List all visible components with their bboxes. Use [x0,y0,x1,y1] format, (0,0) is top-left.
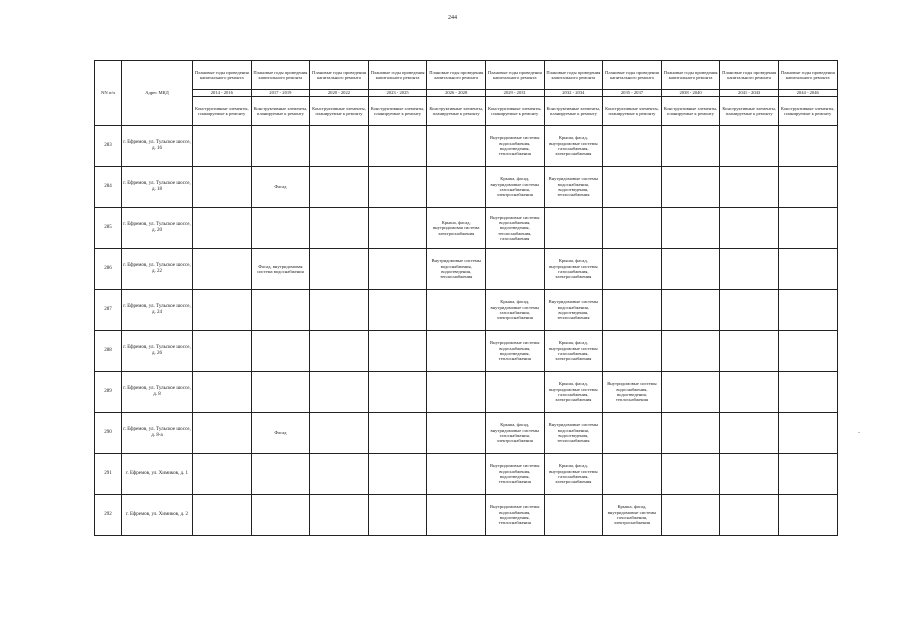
repair-schedule-table [94,60,838,536]
repair-cell [427,167,486,208]
repair-cell [310,208,369,249]
repair-cell [603,413,662,454]
row-number: 292 [95,495,122,536]
table-row [95,331,838,372]
table-row [95,290,838,331]
repair-cell [778,126,837,167]
repair-cell [603,454,662,495]
repair-cell: Фасад, внутридомовая система водоснабжения [251,249,310,290]
repair-cell [193,454,252,495]
repair-cell [427,454,486,495]
repair-cell [368,290,427,331]
repair-cell [251,495,310,536]
repair-cell [427,290,486,331]
header-planned-years: Плановые годы проведения капитального ремонта [310,61,369,90]
header-period: 2017 - 2019 [251,90,310,97]
repair-cell [778,454,837,495]
margin-mark: - [858,430,860,436]
table-row [95,372,838,413]
header-planned-years: Плановые годы проведения капитального ремонта [251,61,310,90]
repair-cell [427,331,486,372]
repair-cell: Крыша, фасад, внутридомовые системы газоснабжения, электроснабжения [544,331,603,372]
row-number: 285 [95,208,122,249]
repair-cell [603,331,662,372]
row-number: 286 [95,249,122,290]
repair-cell [720,331,779,372]
repair-cell [485,372,544,413]
table-row [95,454,838,495]
repair-cell [661,331,720,372]
repair-cell [310,413,369,454]
header-number: NN п/п [95,61,122,126]
row-address: г. Ефремов, ул. Тульское шоссе, д. 8-а [122,413,193,454]
repair-cell [661,454,720,495]
repair-cell [720,495,779,536]
repair-cell [720,208,779,249]
repair-cell: Внутридомовые системы водоснабжения, водоотведения, теплоснабжения [485,331,544,372]
header-elements: Конструктивные элементы, планируемые к ремонту [427,97,486,126]
repair-cell [661,208,720,249]
row-address: г. Ефремов, ул. Тульское шоссе, д. 26 [122,331,193,372]
repair-cell [720,126,779,167]
repair-cell: Крыша, фасад, внутридомовые системы газоснабжения, электроснабжения [485,413,544,454]
repair-cell [720,249,779,290]
header-planned-years: Плановые годы проведения капитального ремонта [485,61,544,90]
row-number: 284 [95,167,122,208]
header-period: 2038 - 2040 [661,90,720,97]
repair-cell [193,126,252,167]
repair-cell [310,249,369,290]
header-planned-years: Плановые годы проведения капитального ремонта [603,61,662,90]
repair-cell: Фасад [251,413,310,454]
repair-cell: Внутридомовые системы водоснабжения, водоотведения, теплоснабжения [427,249,486,290]
header-period: 2032 - 2034 [544,90,603,97]
repair-cell: Внутридомовые системы водоснабжения, водоотведения, теплоснабжения [485,126,544,167]
row-address: г. Ефремов, ул. Тульское шоссе, д. 24 [122,290,193,331]
header-planned-years: Плановые годы проведения капитального ремонта [368,61,427,90]
header-elements: Конструктивные элементы, планируемые к ремонту [544,97,603,126]
repair-cell [603,167,662,208]
row-number: 283 [95,126,122,167]
repair-cell: Крыша, фасад, внутридомовые системы газоснабжения, электроснабжения [603,495,662,536]
repair-cell: Крыша, фасад, внутридомовые системы газоснабжения, электроснабжения [544,249,603,290]
repair-cell: Крыша, фасад, внутридомовые системы газоснабжения, электроснабжения [485,167,544,208]
repair-cell: Внутридомовые системы водоснабжения, водоотведения, теплоснабжения [544,167,603,208]
repair-cell [368,413,427,454]
repair-cell [193,331,252,372]
repair-cell [368,126,427,167]
repair-cell [251,126,310,167]
repair-cell [310,495,369,536]
header-planned-years: Плановые годы проведения капитального ремонта [427,61,486,90]
repair-cell: Крыша, фасад, внутридомовые системы газоснабжения, электроснабжения [544,372,603,413]
repair-cell [661,290,720,331]
header-period: 2044 - 2046 [778,90,837,97]
repair-cell [427,372,486,413]
repair-cell [427,413,486,454]
repair-cell [193,208,252,249]
header-period: 2035 - 2037 [603,90,662,97]
repair-cell: Внутридомовые системы водоснабжения, водоотведения, теплоснабжения [603,372,662,413]
repair-cell [193,290,252,331]
repair-cell [603,249,662,290]
repair-cell [193,167,252,208]
repair-cell: Внутридомовые системы водоснабжения, водоотведения, теплоснабжения [544,290,603,331]
repair-cell [720,167,779,208]
repair-cell [661,495,720,536]
repair-cell [310,290,369,331]
header-elements: Конструктивные элементы, планируемые к ремонту [251,97,310,126]
repair-cell [778,413,837,454]
header-planned-years: Плановые годы проведения капитального ремонта [778,61,837,90]
repair-cell [778,331,837,372]
repair-cell [661,126,720,167]
repair-cell: Внутридомовые системы водоснабжения, водоотведения, теплоснабжения, газоснабжения [485,208,544,249]
repair-cell [778,495,837,536]
repair-cell [310,167,369,208]
repair-cell [661,413,720,454]
repair-cell [193,249,252,290]
repair-cell [368,167,427,208]
repair-cell [251,331,310,372]
header-period: 2014 - 2016 [193,90,252,97]
repair-cell [427,126,486,167]
repair-cell [193,372,252,413]
repair-cell [368,249,427,290]
header-period: 2026 - 2028 [427,90,486,97]
repair-cell [661,249,720,290]
repair-cell [720,372,779,413]
repair-cell: Крыша, фасад, внутридомовые системы газоснабжения, электроснабжения [544,454,603,495]
header-period: 2041 - 2043 [720,90,779,97]
repair-cell [778,167,837,208]
repair-cell [193,495,252,536]
repair-cell: Внутридомовые системы водоснабжения, водоотведения, теплоснабжения [485,495,544,536]
repair-cell [368,372,427,413]
table-row [95,208,838,249]
repair-cell [544,208,603,249]
repair-cell: Внутридомовые системы водоснабжения, водоотведения, теплоснабжения [544,413,603,454]
repair-cell [603,208,662,249]
repair-cell [778,249,837,290]
header-elements: Конструктивные элементы, планируемые к ремонту [720,97,779,126]
repair-cell [720,413,779,454]
header-planned-years: Плановые годы проведения капитального ремонта [193,61,252,90]
header-elements: Конструктивные элементы, планируемые к ремонту [193,97,252,126]
repair-cell: Крыша, фасад, внутридомовая система электроснабжения [427,208,486,249]
repair-cell [778,372,837,413]
header-period: 2020 - 2022 [310,90,369,97]
header-elements: Конструктивные элементы, планируемые к ремонту [368,97,427,126]
row-number: 288 [95,331,122,372]
table-row [95,249,838,290]
repair-cell [720,454,779,495]
table-row [95,167,838,208]
repair-cell [368,208,427,249]
table-row [95,495,838,536]
header-planned-years: Плановые годы проведения капитального ремонта [661,61,720,90]
row-address: г. Ефремов, ул. Тульское шоссе, д. 8 [122,372,193,413]
repair-cell [251,290,310,331]
row-number: 289 [95,372,122,413]
row-address: г. Ефремов, ул. Тульское шоссе, д. 18 [122,167,193,208]
header-period: 2023 - 2025 [368,90,427,97]
repair-cell [603,126,662,167]
repair-cell [251,454,310,495]
repair-cell: Крыша, фасад, внутридомовые системы газоснабжения, электроснабжения [485,290,544,331]
repair-cell [251,208,310,249]
header-planned-years: Плановые годы проведения капитального ремонта [544,61,603,90]
repair-cell: Фасад [251,167,310,208]
header-period: 2029 - 2031 [485,90,544,97]
repair-cell [720,290,779,331]
repair-cell [310,331,369,372]
repair-cell [778,208,837,249]
repair-cell [251,372,310,413]
header-elements: Конструктивные элементы, планируемые к ремонту [310,97,369,126]
header-planned-years: Плановые годы проведения капитального ремонта [720,61,779,90]
header-elements: Конструктивные элементы, планируемые к ремонту [603,97,662,126]
row-address: г. Ефремов, ул. Тульское шоссе, д. 20 [122,208,193,249]
header-address: Адрес МКД [122,61,193,126]
page-number: 244 [448,15,457,21]
repair-cell [778,290,837,331]
repair-cell: Внутридомовые системы водоснабжения, водоотведения, теплоснабжения [485,454,544,495]
row-address: г. Ефремов, ул. Тульское шоссе, д. 16 [122,126,193,167]
repair-cell [427,495,486,536]
table-row [95,126,838,167]
repair-cell [661,372,720,413]
repair-cell [193,413,252,454]
header-elements: Конструктивные элементы, планируемые к ремонту [778,97,837,126]
repair-cell [544,495,603,536]
repair-cell [310,372,369,413]
row-address: г. Ефремов, ул. Химиков, д. 1 [122,454,193,495]
repair-cell [661,167,720,208]
table-body [95,126,838,536]
repair-cell [310,126,369,167]
repair-cell [368,495,427,536]
repair-cell [368,454,427,495]
row-number: 287 [95,290,122,331]
row-number: 291 [95,454,122,495]
repair-cell: Крыша, фасад, внутридомовые системы газоснабжения, электроснабжения [544,126,603,167]
table-row [95,413,838,454]
header-elements: Конструктивные элементы, планируемые к ремонту [661,97,720,126]
row-number: 290 [95,413,122,454]
repair-cell [603,290,662,331]
repair-cell [310,454,369,495]
row-address: г. Ефремов, ул. Химиков, д. 2 [122,495,193,536]
header-elements: Конструктивные элементы, планируемые к ремонту [485,97,544,126]
repair-cell [485,249,544,290]
row-address: г. Ефремов, ул. Тульское шоссе, д. 22 [122,249,193,290]
repair-cell [368,331,427,372]
